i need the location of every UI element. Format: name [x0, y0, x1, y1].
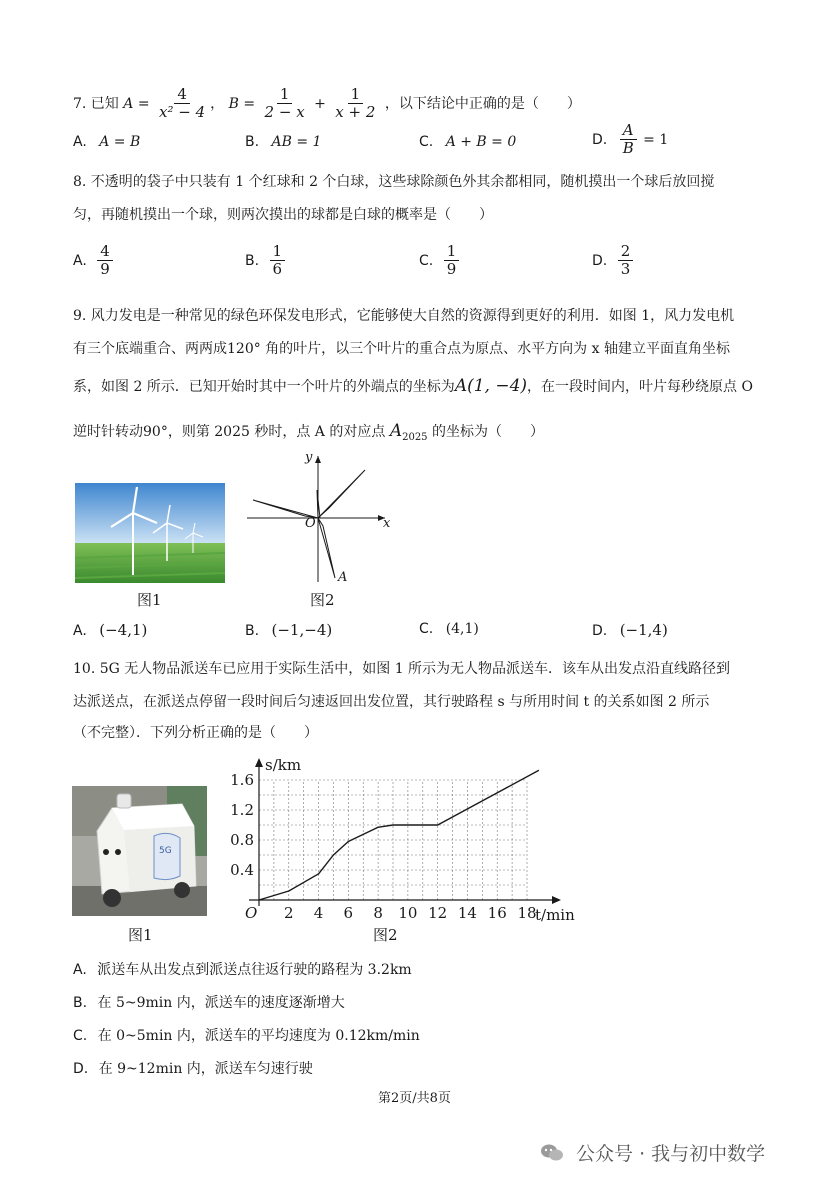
y-axis-arrow — [255, 758, 263, 767]
q10-option-d[interactable]: D. 在 9~12min 内，派送车匀速行驶 — [73, 1061, 313, 1077]
robot-5g-badge: 5G — [159, 846, 172, 856]
q9-axis-x-label: x — [383, 516, 391, 531]
q9-stem-line4: 逆时针转动90°，则第 2025 秒时，点 A 的对应点 $A_{2025}$ 的坐标为（ ） — [73, 421, 544, 443]
q8-option-d[interactable]: D. $\frac{2}{3}$ — [592, 243, 635, 279]
q9-fig2-caption: 图2 — [310, 591, 335, 609]
q9-stem-line1: 9. 风力发电是一种常见的绿色环保发电形式，它能够使大自然的资源得到更好的利用．如图 1，风力发电机 — [73, 308, 735, 324]
q7-option-a[interactable]: A. A = B — [73, 134, 141, 150]
q9-fig1-caption: 图1 — [137, 591, 162, 609]
q8-option-c[interactable]: C. $\frac{1}{9}$ — [419, 243, 461, 279]
q10-fig2-caption: 图2 — [373, 926, 398, 944]
q10-stem-line1: 10. 5G 无人物品派送车已应用于实际生活中，如图 1 所示为无人物品派送车．该车从出发点沿直线路径到 — [73, 661, 731, 677]
q9-option-c[interactable]: C. (4,1) — [419, 621, 479, 637]
q10-option-c[interactable]: C. 在 0~5min 内，派送车的平均速度为 0.12km/min — [73, 1028, 420, 1044]
q7-stem: 7. 已知 A = $\frac{4}{\text{x² − 4}}$ ， B = $\frac{1}{2 - x}$ + $\frac{1}{x + 2}$ ，以下结论中正确的是（ ） — [73, 85, 581, 122]
q7-B-fraction1: $\frac{1}{2 - x}$ — [264, 85, 305, 122]
wechat-icon — [540, 1143, 564, 1163]
x-tick-label: 14 — [457, 904, 477, 922]
q9-axis-y-label: y — [305, 450, 313, 465]
q9-origin-label: O — [305, 516, 316, 531]
q8-option-b[interactable]: B. $\frac{1}{6}$ — [245, 243, 287, 279]
q9-stem-line2: 有三个底端重合、两两成120° 角的叶片，以三个叶片的重合点为原点、水平方向为 x 轴建立平面直角坐标 — [73, 341, 730, 357]
q8-option-a[interactable]: A. $\frac{4}{9}$ — [73, 243, 115, 279]
y-tick-label: 0.8 — [230, 831, 254, 849]
q7-option-d[interactable]: D. $\frac{A}{B}$ = 1 — [592, 121, 669, 158]
x-tick-label: 6 — [343, 904, 354, 922]
q10-stem-line3: （不完整）．下列分析正确的是（ ） — [73, 725, 318, 741]
y-tick-label: 1.2 — [230, 801, 254, 819]
q10-option-a[interactable]: A. 派送车从出发点到派送点往返行驶的路程为 3.2km — [73, 962, 412, 978]
q10-st-chart — [225, 750, 595, 930]
q7-option-c[interactable]: C. A + B = 0 — [419, 134, 517, 150]
q9-point-a-label: A — [338, 570, 348, 585]
series-line — [259, 770, 539, 900]
x-axis-arrow — [552, 896, 561, 904]
q8-stem-line2: 匀，再随机摸出一个球，则两次摸出的球都是白球的概率是（ ） — [73, 207, 493, 223]
q9-option-d[interactable]: D. (−1,4) — [592, 621, 668, 639]
x-tick-label: 18 — [517, 904, 537, 922]
q7-B-fraction2: $\frac{1}{x + 2}$ — [335, 85, 376, 122]
delivery-robot-photo — [72, 786, 207, 916]
watermark: 公众号 · 我与初中数学 — [540, 1139, 765, 1166]
wind-turbine-photo — [75, 483, 225, 583]
y-tick-label: 1.6 — [230, 771, 254, 789]
st-chart-svg — [225, 750, 595, 930]
q9-coordinate-diagram — [245, 450, 400, 586]
q7-A-fraction: $\frac{4}{\text{x² − 4}}$ — [159, 85, 206, 122]
x-tick-label: 16 — [487, 904, 507, 922]
q7-option-b[interactable]: B. AB = 1 — [245, 134, 322, 150]
y-axis-label: s/km — [265, 756, 302, 774]
q9-option-a[interactable]: A. (−4,1) — [73, 621, 148, 639]
x-tick-label: 4 — [313, 904, 324, 922]
x-tick-label: 12 — [428, 904, 448, 922]
x-tick-label: 10 — [398, 904, 418, 922]
q8-stem-line1: 8. 不透明的袋子中只装有 1 个红球和 2 个白球，这些球除颜色外其余都相同，随机摸出一个球后放回搅 — [73, 174, 715, 190]
y-tick-label: 0.4 — [230, 861, 254, 879]
q9-option-b[interactable]: B. (−1,−4) — [245, 621, 333, 639]
q10-fig1-caption: 图1 — [128, 926, 153, 944]
x-axis-label: t/min — [535, 906, 575, 924]
origin-label: O — [245, 904, 258, 922]
q10-option-b[interactable]: B. 在 5~9min 内，派送车的速度逐渐增大 — [73, 995, 345, 1011]
x-tick-label: 8 — [373, 904, 383, 922]
x-tick-label: 2 — [284, 904, 294, 922]
q10-stem-line2: 达派送点，在派送点停留一段时间后匀速返回出发位置，其行驶路程 s 与所用时间 t 的关系如图 2 所示 — [73, 694, 710, 710]
page-footer: 第2页/共8页 — [378, 1091, 451, 1106]
q9-stem-line3: 系，如图 2 所示．已知开始时其中一个叶片的外端点的坐标为A(1, −4)，在一段时间内，叶片每秒绕原点 O — [73, 376, 753, 396]
